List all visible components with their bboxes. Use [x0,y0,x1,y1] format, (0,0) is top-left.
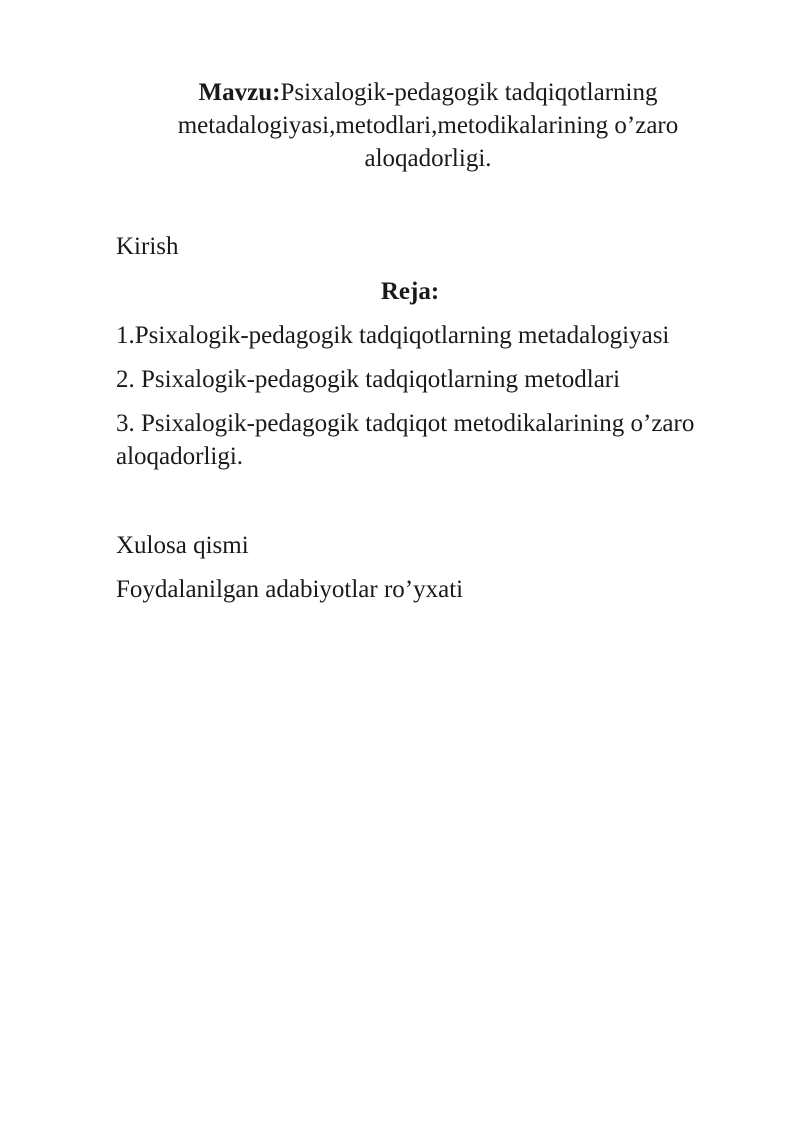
plan-heading: Reja: [380,278,440,305]
document-title [120,76,736,175]
plan-item-2: 2. Psixalogik-pedagogik tadqiqotlarning metodlari [116,366,621,393]
conclusion-heading: Xulosa qismi [116,532,249,559]
plan-item-3: 3. Psixalogik-pedagogik tadqiqot metodikalarining o’zaro aloqadorligi. [116,410,695,470]
title-text: Psixalogik-pedagogik tadqiqotlarning metadalogiyasi,metodlari,metodikalarining o’zaro aloqadorligi. [177,79,679,172]
plan-item-1: 1.Psixalogik-pedagogik tadqiqotlarning metadalogiyasi [116,322,670,349]
intro-heading: Kirish [116,233,179,260]
references-heading: Foydalanilgan adabiyotlar ro’yxati [116,576,464,603]
title-label: Mavzu: [198,79,281,106]
